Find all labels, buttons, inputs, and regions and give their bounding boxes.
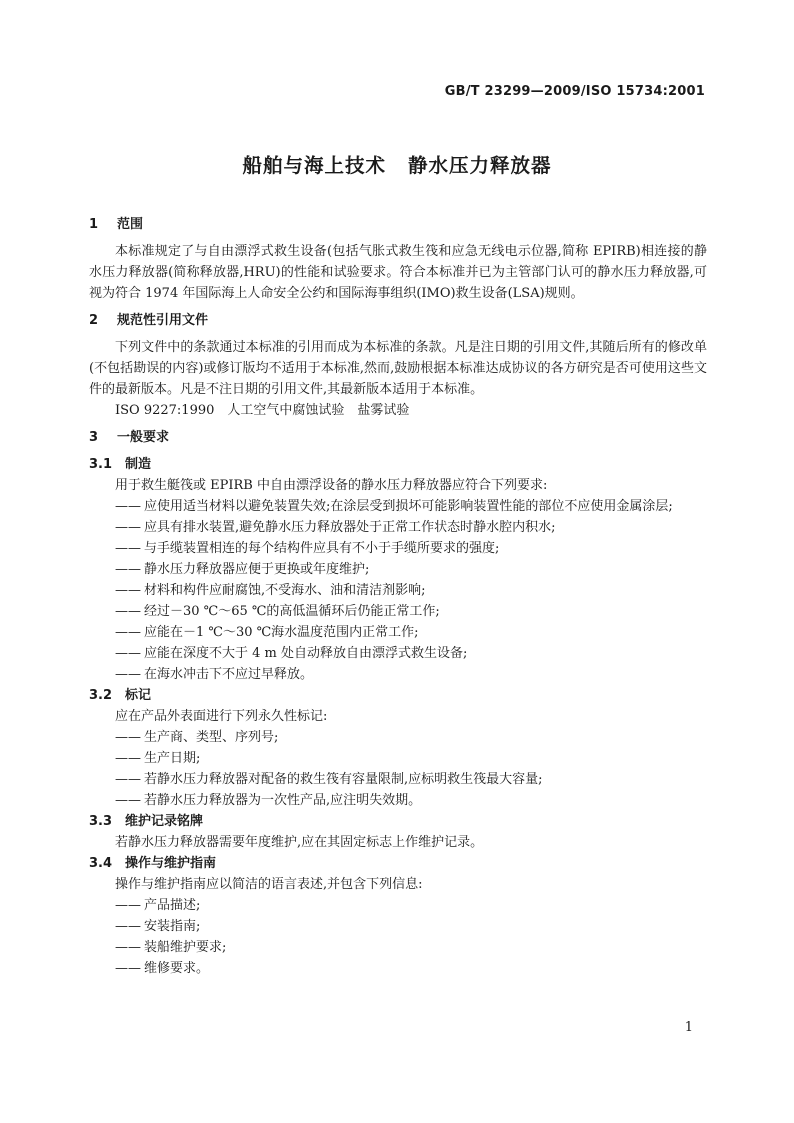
section-number: 3 <box>89 430 99 445</box>
subsection-title: 操作与维护指南 <box>125 856 217 871</box>
dash-mark: —— <box>115 961 141 976</box>
list-item <box>89 538 707 559</box>
subsection-number: 3.1 <box>89 457 113 472</box>
list-item-text: 安装指南; <box>144 919 201 934</box>
list-item <box>89 622 707 643</box>
subsection-title: 维护记录铭牌 <box>125 814 204 829</box>
subsection-3-4-heading <box>89 853 707 874</box>
dash-mark: —— <box>115 562 141 577</box>
list-item-text: 应具有排水装置,避免静水压力释放器处于正常工作状态时静水腔内积水; <box>144 520 556 535</box>
dash-mark: —— <box>115 520 141 535</box>
dash-mark: —— <box>115 604 141 619</box>
list-item-text: 静水压力释放器应便于更换或年度维护; <box>144 562 370 577</box>
list-item-text: 若静水压力释放器对配备的救生筏有容量限制,应标明救生筏最大容量; <box>144 772 543 787</box>
normative-reference: ISO 9227:1990 人工空气中腐蚀试验 盐雾试验 <box>115 403 410 418</box>
list-item <box>89 643 707 664</box>
title-part-1: 船舶与海上技术 <box>242 154 386 177</box>
list-item <box>89 664 707 685</box>
dash-mark: —— <box>115 541 141 556</box>
list-item <box>89 916 707 937</box>
document-title <box>0 150 794 178</box>
subsection-number: 3.4 <box>89 856 113 871</box>
section-number: 1 <box>89 217 99 232</box>
dash-mark: —— <box>115 919 141 934</box>
dash-mark: —— <box>115 898 141 913</box>
list-item-text: 材料和构件应耐腐蚀,不受海水、油和清洁剂影响; <box>144 583 426 598</box>
dash-mark: —— <box>115 583 141 598</box>
subsection-3-4-list <box>89 895 707 979</box>
dash-mark: —— <box>115 499 141 514</box>
list-item-text: 经过－30 ℃～65 ℃的高低温循环后仍能正常工作; <box>144 604 440 619</box>
subsection-title: 标记 <box>125 688 152 703</box>
subsection-3-1-intro: 用于救生艇筏或 EPIRB 中自由漂浮设备的静水压力释放器应符合下列要求: <box>115 478 548 493</box>
list-item-text: 若静水压力释放器为一次性产品,应注明失效期。 <box>144 793 422 808</box>
dash-mark: —— <box>115 625 141 640</box>
section-1-paragraph: 本标准规定了与自由漂浮式救生设备(包括气胀式救生筏和应急无线电示位器,简称 EPIRB)相连接的静水压力释放器(简称释放器,HRU)的性能和试验要求。符合本标准并已为主管部门认可的静水压力释放器,可视为符合 1974 年国际海上人命安全公约和国际海事组织(IMO)救生设备(LSA)规则。 <box>89 244 707 301</box>
section-title: 一般要求 <box>117 430 170 445</box>
section-3-heading <box>89 427 707 448</box>
list-item <box>89 958 707 979</box>
list-item-text: 装船维护要求; <box>144 940 227 955</box>
list-item-text: 生产商、类型、序列号; <box>144 730 279 745</box>
subsection-3-3-text: 若静水压力释放器需要年度维护,应在其固定标志上作维护记录。 <box>115 835 484 850</box>
list-item <box>89 769 707 790</box>
subsection-3-2-heading <box>89 685 707 706</box>
list-item <box>89 748 707 769</box>
list-item-text: 产品描述; <box>144 898 201 913</box>
subsection-number: 3.3 <box>89 814 113 829</box>
list-item <box>89 895 707 916</box>
list-item-text: 生产日期; <box>144 751 201 766</box>
list-item-text: 应能在深度不大于 4 m 处自动释放自由漂浮式救生设备; <box>144 646 468 661</box>
dash-mark: —— <box>115 772 141 787</box>
dash-mark: —— <box>115 940 141 955</box>
subsection-3-1-list <box>89 496 707 685</box>
list-item <box>89 496 707 517</box>
section-title: 范围 <box>117 217 144 232</box>
subsection-3-1-heading <box>89 454 707 475</box>
section-2-heading <box>89 310 707 331</box>
section-number: 2 <box>89 313 99 328</box>
list-item <box>89 580 707 601</box>
list-item <box>89 727 707 748</box>
dash-mark: —— <box>115 751 141 766</box>
list-item-text: 维修要求。 <box>144 961 210 976</box>
page-number: 1 <box>684 1020 693 1035</box>
standard-code: GB/T 23299—2009/ISO 15734:2001 <box>444 84 705 99</box>
subsection-number: 3.2 <box>89 688 113 703</box>
subsection-title: 制造 <box>125 457 152 472</box>
document-body <box>89 214 707 979</box>
dash-mark: —— <box>115 667 141 682</box>
subsection-3-4-intro: 操作与维护指南应以简洁的语言表述,并包含下列信息: <box>115 877 423 892</box>
list-item <box>89 517 707 538</box>
subsection-3-3-heading <box>89 811 707 832</box>
list-item <box>89 601 707 622</box>
title-part-2: 静水压力释放器 <box>408 154 552 177</box>
section-2-paragraph: 下列文件中的条款通过本标准的引用而成为本标准的条款。凡是注日期的引用文件,其随后所有的修改单(不包括勘误的内容)或修订版均不适用于本标准,然而,鼓励根据本标准达成协议的各方研究是否可使用这些文件的最新版本。凡是不注日期的引用文件,其最新版本适用于本标准。 <box>89 340 707 397</box>
dash-mark: —— <box>115 730 141 745</box>
list-item-text: 应能在－1 ℃～30 ℃海水温度范围内正常工作; <box>144 625 419 640</box>
list-item-text: 与手缆装置相连的每个结构件应具有不小于手缆所要求的强度; <box>144 541 500 556</box>
list-item <box>89 559 707 580</box>
list-item-text: 应使用适当材料以避免装置失效;在涂层受到损坏可能影响装置性能的部位不应使用金属涂层; <box>144 499 673 514</box>
list-item <box>89 790 707 811</box>
subsection-3-2-intro: 应在产品外表面进行下列永久性标记: <box>115 709 328 724</box>
list-item <box>89 937 707 958</box>
dash-mark: —— <box>115 793 141 808</box>
subsection-3-2-list <box>89 727 707 811</box>
section-1-heading <box>89 214 707 235</box>
list-item-text: 在海水冲击下不应过早释放。 <box>144 667 314 682</box>
section-title: 规范性引用文件 <box>117 313 209 328</box>
dash-mark: —— <box>115 646 141 661</box>
